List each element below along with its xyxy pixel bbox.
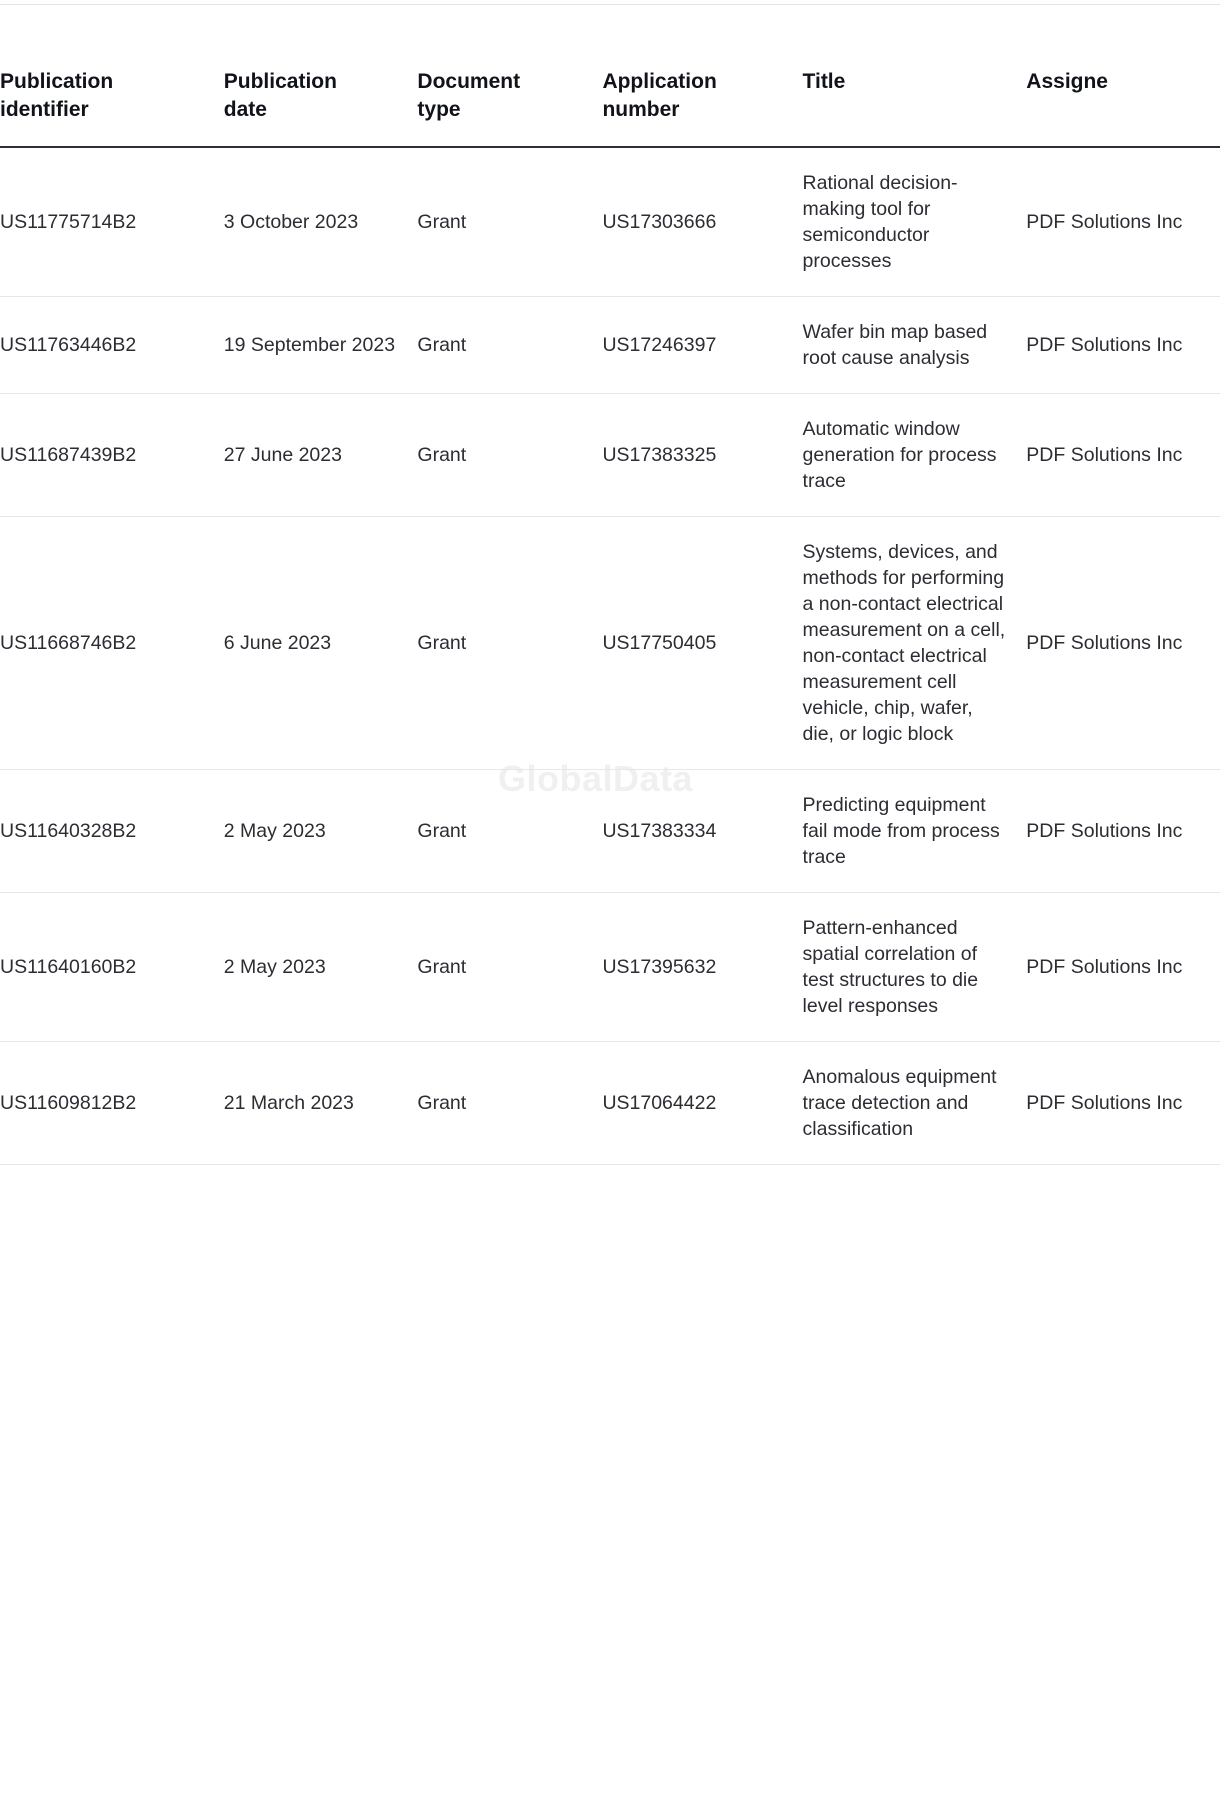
cell-assignee: PDF Solutions Inc: [1026, 394, 1220, 517]
table-row: [0, 770, 1220, 893]
column-header-publication-date: [224, 40, 418, 147]
cell-document-type: Grant: [417, 770, 602, 893]
cell-document-type: Grant: [417, 1042, 602, 1165]
table-row: [0, 893, 1220, 1042]
cell-application-number: US17750405: [602, 517, 802, 770]
cell-title: Predicting equipment fail mode from process trace: [803, 770, 1027, 893]
column-header-line2: type: [417, 98, 461, 121]
cell-publication-identifier: US11640328B2: [0, 770, 224, 893]
column-header-application-number: [602, 40, 802, 147]
cell-assignee: PDF Solutions Inc: [1026, 1042, 1220, 1165]
table-row: [0, 147, 1220, 297]
column-header-line1: Document: [417, 70, 521, 93]
top-divider: [0, 4, 1220, 5]
table-header-row: [0, 40, 1220, 147]
cell-document-type: Grant: [417, 517, 602, 770]
column-header-line2: identifier: [0, 98, 89, 121]
cell-title: Systems, devices, and methods for performing a non-contact electrical measurement on a cell, non-contact electrical measurement cell vehicle, chip, wafer, die, or logic block: [803, 517, 1027, 770]
cell-application-number: US17383334: [602, 770, 802, 893]
cell-application-number: US17064422: [602, 1042, 802, 1165]
table-body: [0, 147, 1220, 1165]
patent-table: [0, 40, 1220, 1165]
cell-document-type: Grant: [417, 893, 602, 1042]
cell-title: Automatic window generation for process trace: [803, 394, 1027, 517]
cell-application-number: US17246397: [602, 297, 802, 394]
patent-table-container: [0, 40, 1220, 1165]
column-header-line2: date: [223, 98, 267, 121]
cell-publication-identifier: US11640160B2: [0, 893, 224, 1042]
table-row: [0, 1042, 1220, 1165]
cell-document-type: Grant: [417, 394, 602, 517]
cell-assignee: PDF Solutions Inc: [1026, 893, 1220, 1042]
table-row: [0, 297, 1220, 394]
cell-publication-date: 3 October 2023: [224, 147, 418, 297]
cell-publication-date: 2 May 2023: [224, 893, 418, 1042]
cell-publication-identifier: US11668746B2: [0, 517, 224, 770]
cell-title: Anomalous equipment trace detection and classification: [803, 1042, 1027, 1165]
cell-title: Rational decision-making tool for semiconductor processes: [803, 147, 1027, 297]
table-row: [0, 394, 1220, 517]
cell-publication-identifier: US11687439B2: [0, 394, 224, 517]
column-header-line1: Publication: [0, 70, 114, 93]
cell-title: Wafer bin map based root cause analysis: [803, 297, 1027, 394]
table-header: [0, 40, 1220, 147]
cell-publication-date: 6 June 2023: [224, 517, 418, 770]
column-header-publication-identifier: [0, 40, 224, 147]
cell-application-number: US17383325: [602, 394, 802, 517]
cell-application-number: US17303666: [602, 147, 802, 297]
column-header-title: [803, 40, 1027, 147]
column-header-assignee: [1026, 40, 1220, 147]
cell-application-number: US17395632: [602, 893, 802, 1042]
cell-publication-date: 19 September 2023: [224, 297, 418, 394]
cell-document-type: Grant: [417, 297, 602, 394]
cell-publication-date: 2 May 2023: [224, 770, 418, 893]
globaldata-watermark: GlobalData: [498, 758, 694, 799]
cell-assignee: PDF Solutions Inc: [1026, 770, 1220, 893]
column-header-line1: Assigne: [1026, 70, 1108, 93]
cell-publication-identifier: US11609812B2: [0, 1042, 224, 1165]
cell-publication-date: 21 March 2023: [224, 1042, 418, 1165]
column-header-line1: Title: [802, 70, 846, 93]
cell-title: Pattern-enhanced spatial correlation of test structures to die level responses: [803, 893, 1027, 1042]
column-header-line1: Application: [602, 70, 717, 93]
column-header-line1: Publication: [223, 70, 337, 93]
cell-publication-identifier: US11775714B2: [0, 147, 224, 297]
column-header-line2: number: [602, 98, 680, 121]
column-header-document-type: [417, 40, 602, 147]
cell-publication-date: 27 June 2023: [224, 394, 418, 517]
cell-publication-identifier: US11763446B2: [0, 297, 224, 394]
cell-document-type: Grant: [417, 147, 602, 297]
cell-assignee: PDF Solutions Inc: [1026, 517, 1220, 770]
table-row: [0, 517, 1220, 770]
cell-assignee: PDF Solutions Inc: [1026, 147, 1220, 297]
cell-assignee: PDF Solutions Inc: [1026, 297, 1220, 394]
